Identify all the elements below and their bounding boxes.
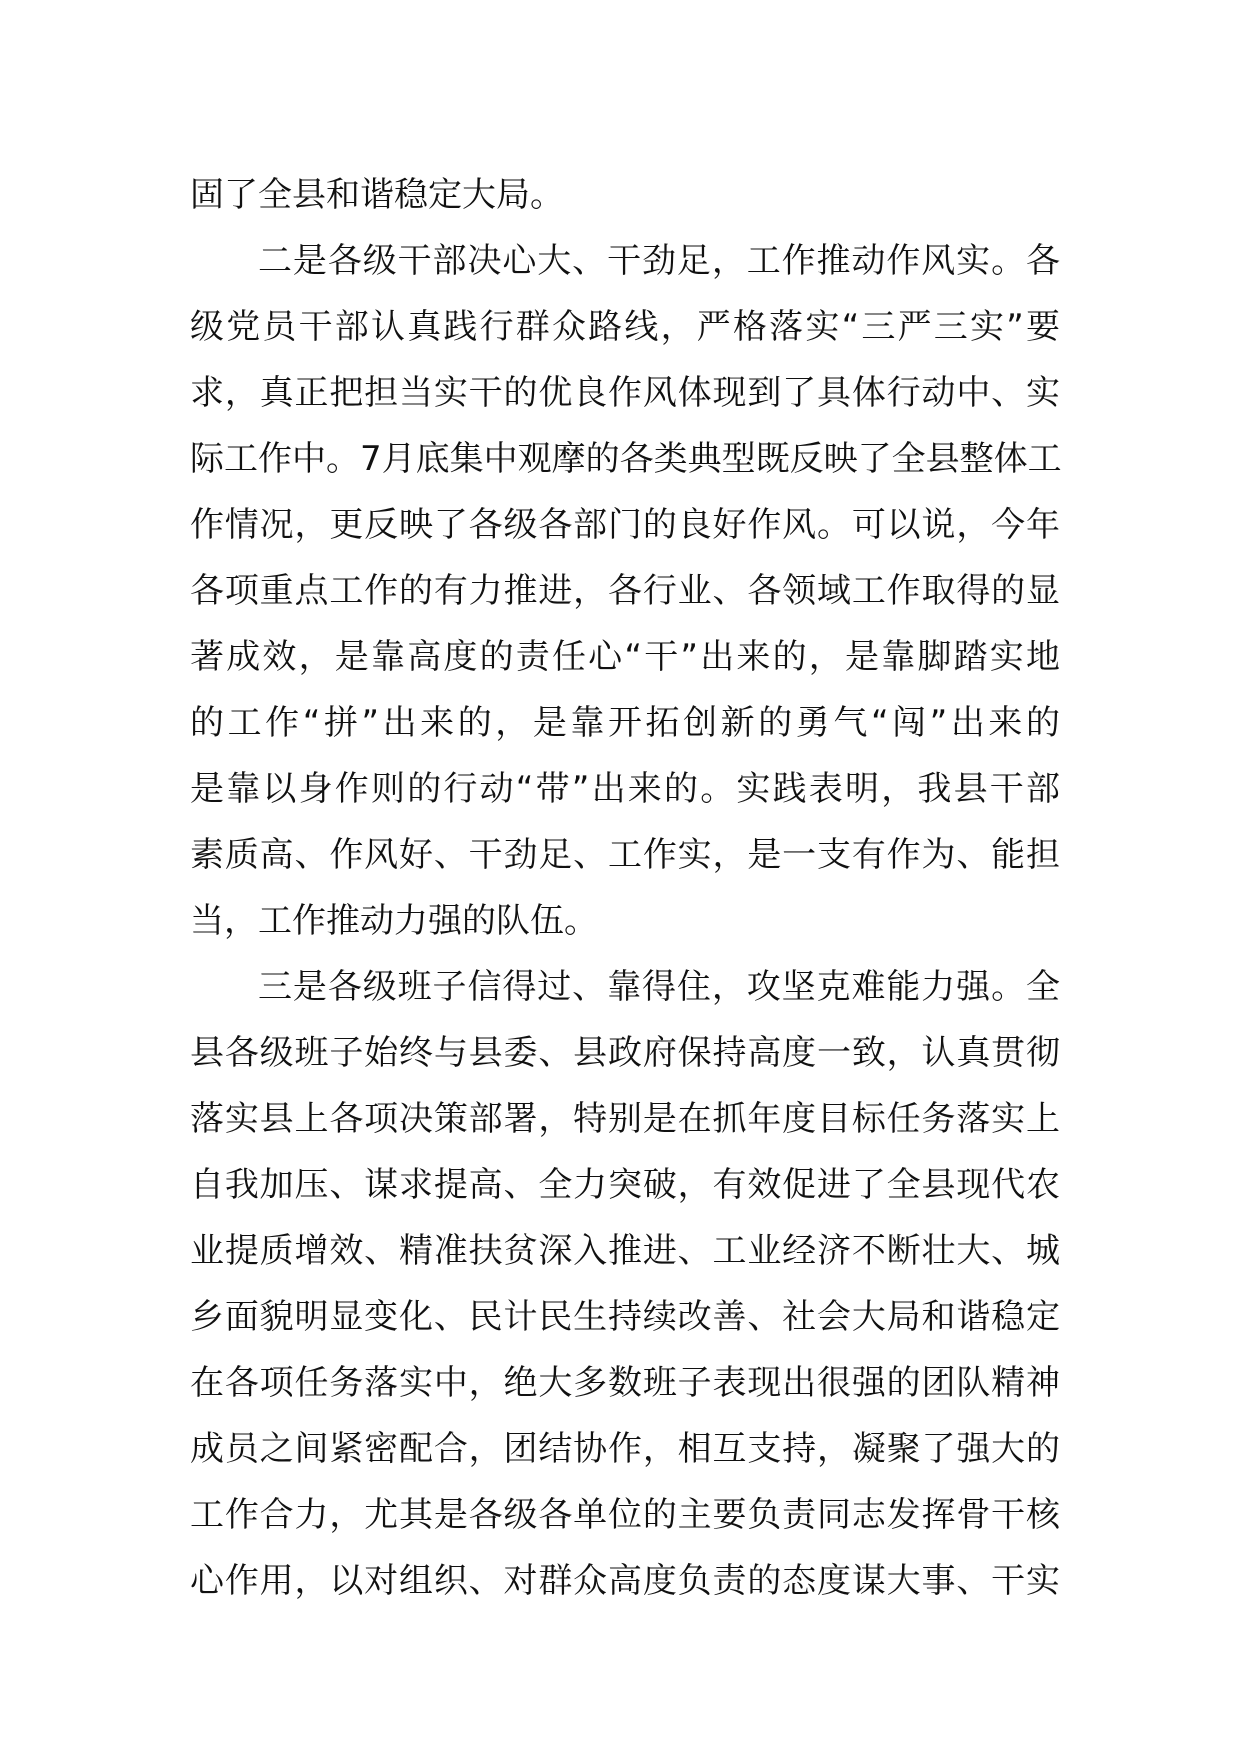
text-line: 求，真正把担当实干的优良作风体现到了具体行动中、实	[190, 373, 1060, 413]
text-line: 成员之间紧密配合，团结协作，相互支持，凝聚了强大的	[190, 1429, 1060, 1469]
text-line: 著成效，是靠高度的责任心“干”出来的，是靠脚踏实地	[190, 637, 1060, 677]
text-line: 各项重点工作的有力推进，各行业、各领域工作取得的显	[190, 571, 1060, 611]
text-line: 固了全县和谐稳定大局。	[190, 175, 564, 215]
text-line: 的工作“拼”出来的，是靠开拓创新的勇气“闯”出来的	[190, 703, 1060, 743]
text-line: 乡面貌明显变化、民计民生持续改善、社会大局和谐稳定	[190, 1297, 1060, 1337]
text-line: 是靠以身作则的行动“带”出来的。实践表明，我县干部	[190, 769, 1060, 809]
text-line: 作情况，更反映了各级各部门的良好作风。可以说，今年	[190, 505, 1060, 545]
text-line: 级党员干部认真践行群众路线，严格落实“三严三实”要	[190, 307, 1060, 347]
text-line: 县各级班子始终与县委、县政府保持高度一致，认真贯彻	[190, 1033, 1060, 1073]
text-line: 当，工作推动力强的队伍。	[190, 901, 598, 941]
text-line: 工作合力，尤其是各级各单位的主要负责同志发挥骨干核	[190, 1495, 1060, 1535]
text-line: 心作用，以对组织、对群众高度负责的态度谋大事、干实	[190, 1561, 1060, 1601]
paragraph-start-line: 二是各级干部决心大、干劲足，工作推动作风实。各	[258, 241, 1060, 281]
text-line: 际工作中。7月底集中观摩的各类典型既反映了全县整体工	[190, 439, 1062, 479]
text-line: 在各项任务落实中，绝大多数班子表现出很强的团队精神	[190, 1363, 1060, 1403]
paragraph-start-line: 三是各级班子信得过、靠得住，攻坚克难能力强。全	[258, 967, 1060, 1007]
text-line: 落实县上各项决策部署，特别是在抓年度目标任务落实上	[190, 1099, 1060, 1139]
text-line: 素质高、作风好、干劲足、工作实，是一支有作为、能担	[190, 835, 1060, 875]
text-line: 自我加压、谋求提高、全力突破，有效促进了全县现代农	[190, 1165, 1060, 1205]
text-line: 业提质增效、精准扶贫深入推进、工业经济不断壮大、城	[190, 1231, 1060, 1271]
body-text	[190, 162, 1060, 1614]
